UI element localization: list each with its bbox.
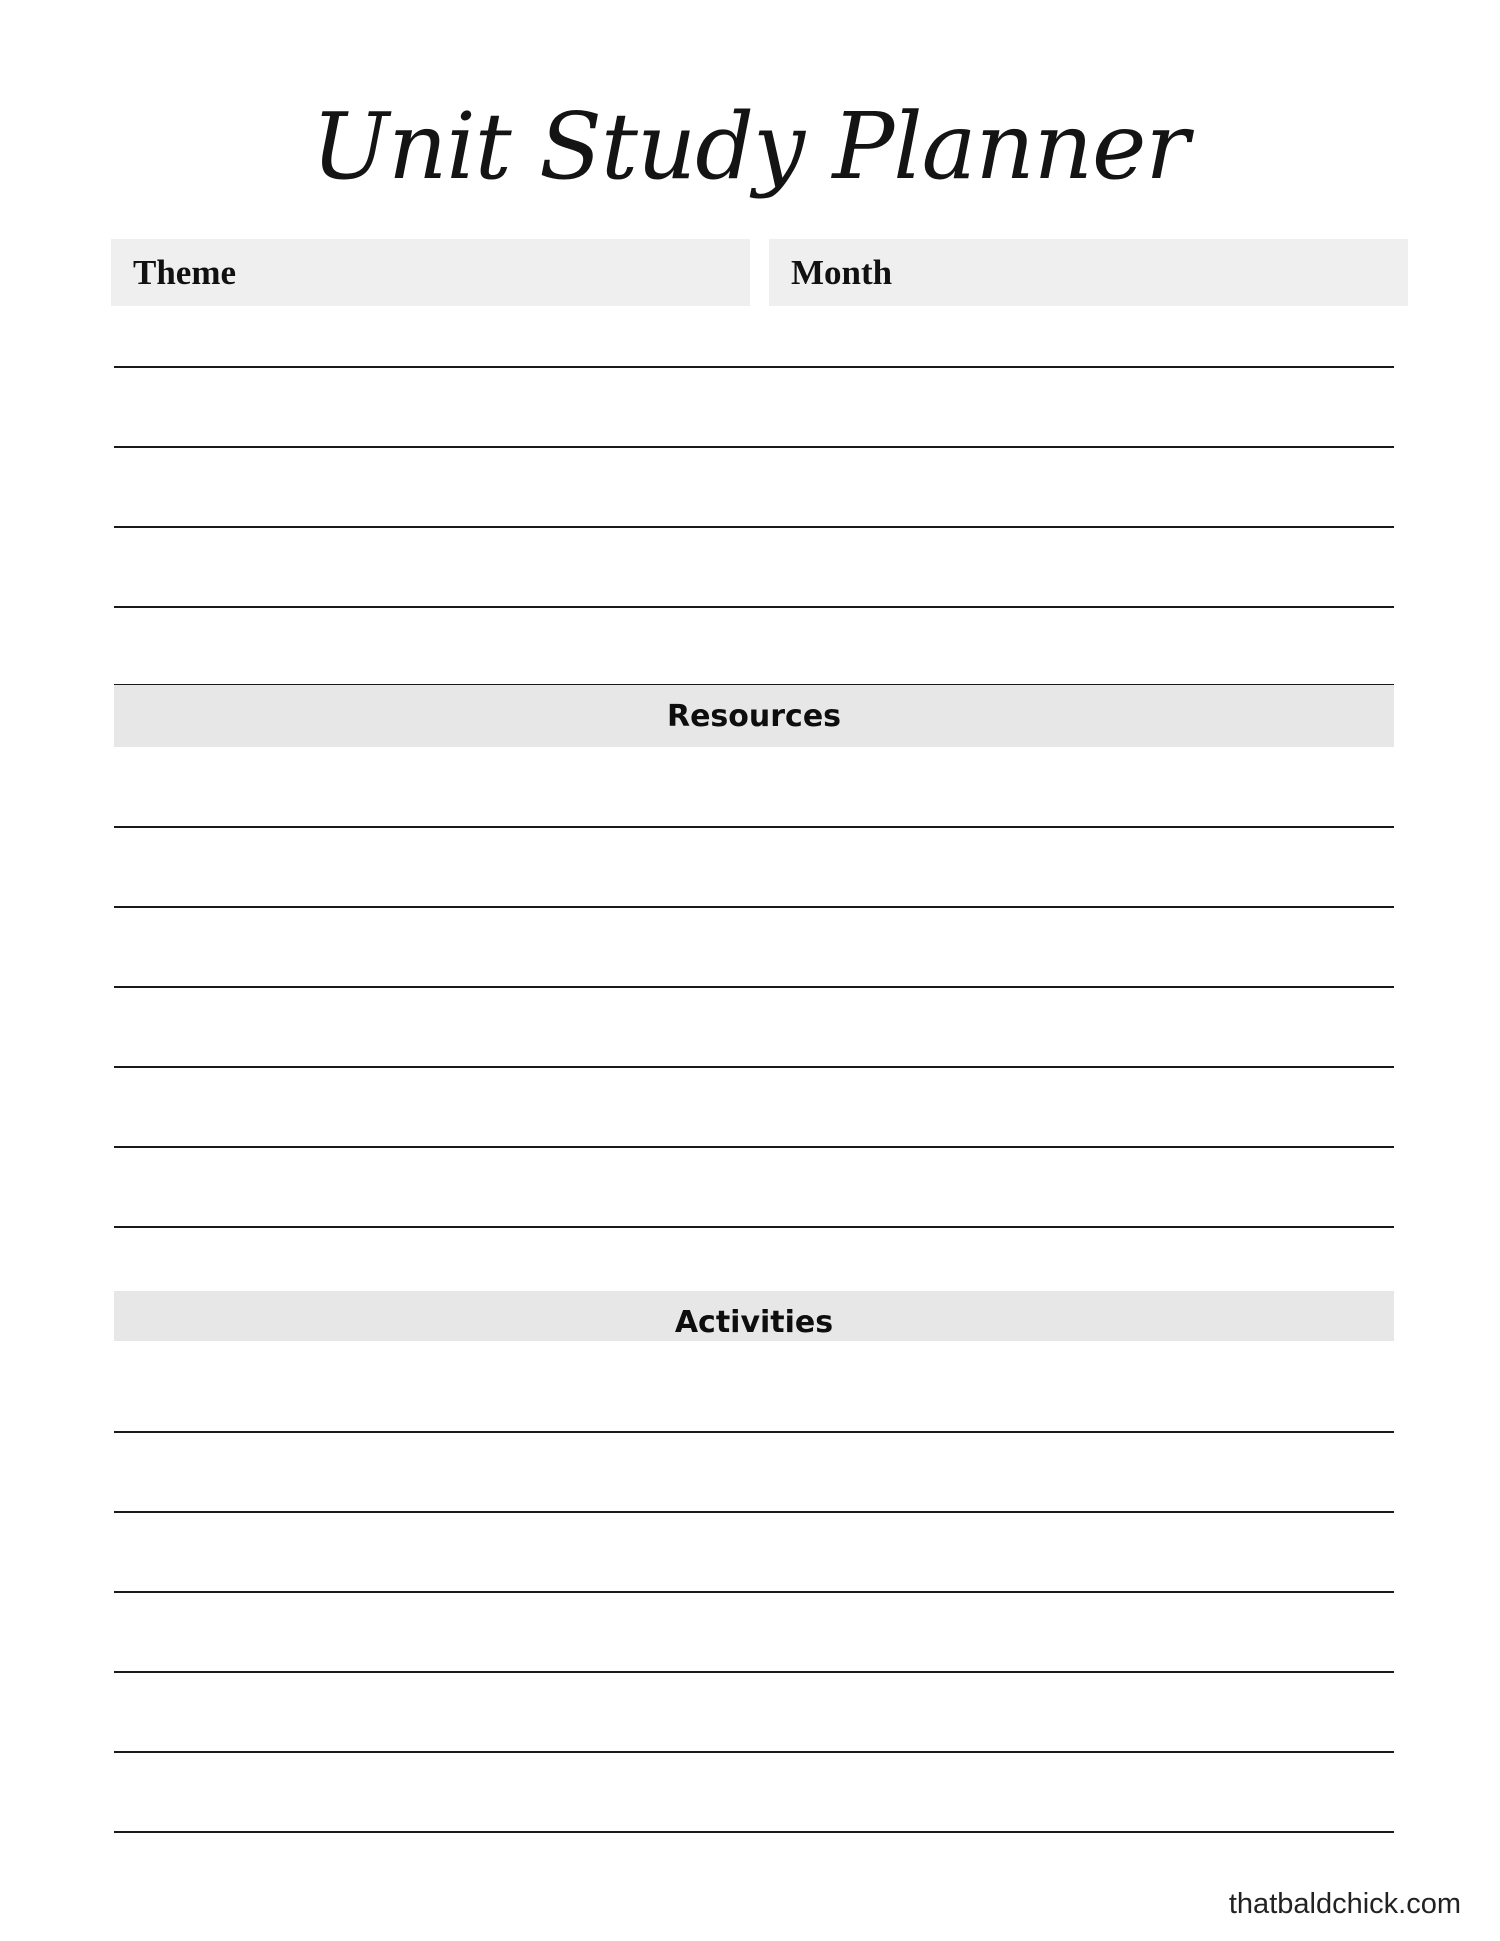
theme-notes-line[interactable] <box>114 526 1394 528</box>
activities-line[interactable] <box>114 1511 1394 1513</box>
resources-line[interactable] <box>114 1066 1394 1068</box>
theme-notes-line[interactable] <box>114 366 1394 368</box>
resources-line[interactable] <box>114 1226 1394 1228</box>
activities-line[interactable] <box>114 1671 1394 1673</box>
page-title: Unit Study Planner <box>311 93 1189 200</box>
resources-section-header: Resources <box>114 685 1394 747</box>
resources-line[interactable] <box>114 986 1394 988</box>
activities-line[interactable] <box>114 1831 1394 1833</box>
activities-section-header: Activities <box>114 1291 1394 1341</box>
theme-notes-line[interactable] <box>114 446 1394 448</box>
theme-field[interactable] <box>111 239 750 306</box>
month-label: Month <box>791 253 893 292</box>
activities-line[interactable] <box>114 1591 1394 1593</box>
theme-notes-line[interactable] <box>114 606 1394 608</box>
activities-line[interactable] <box>114 1751 1394 1753</box>
month-field[interactable] <box>769 239 1408 306</box>
theme-label: Theme <box>133 253 237 292</box>
resources-line[interactable] <box>114 1146 1394 1148</box>
resources-line[interactable] <box>114 906 1394 908</box>
resources-line[interactable] <box>114 826 1394 828</box>
footer-website-url: thatbaldchick.com <box>1228 1888 1461 1920</box>
activities-line[interactable] <box>114 1431 1394 1433</box>
